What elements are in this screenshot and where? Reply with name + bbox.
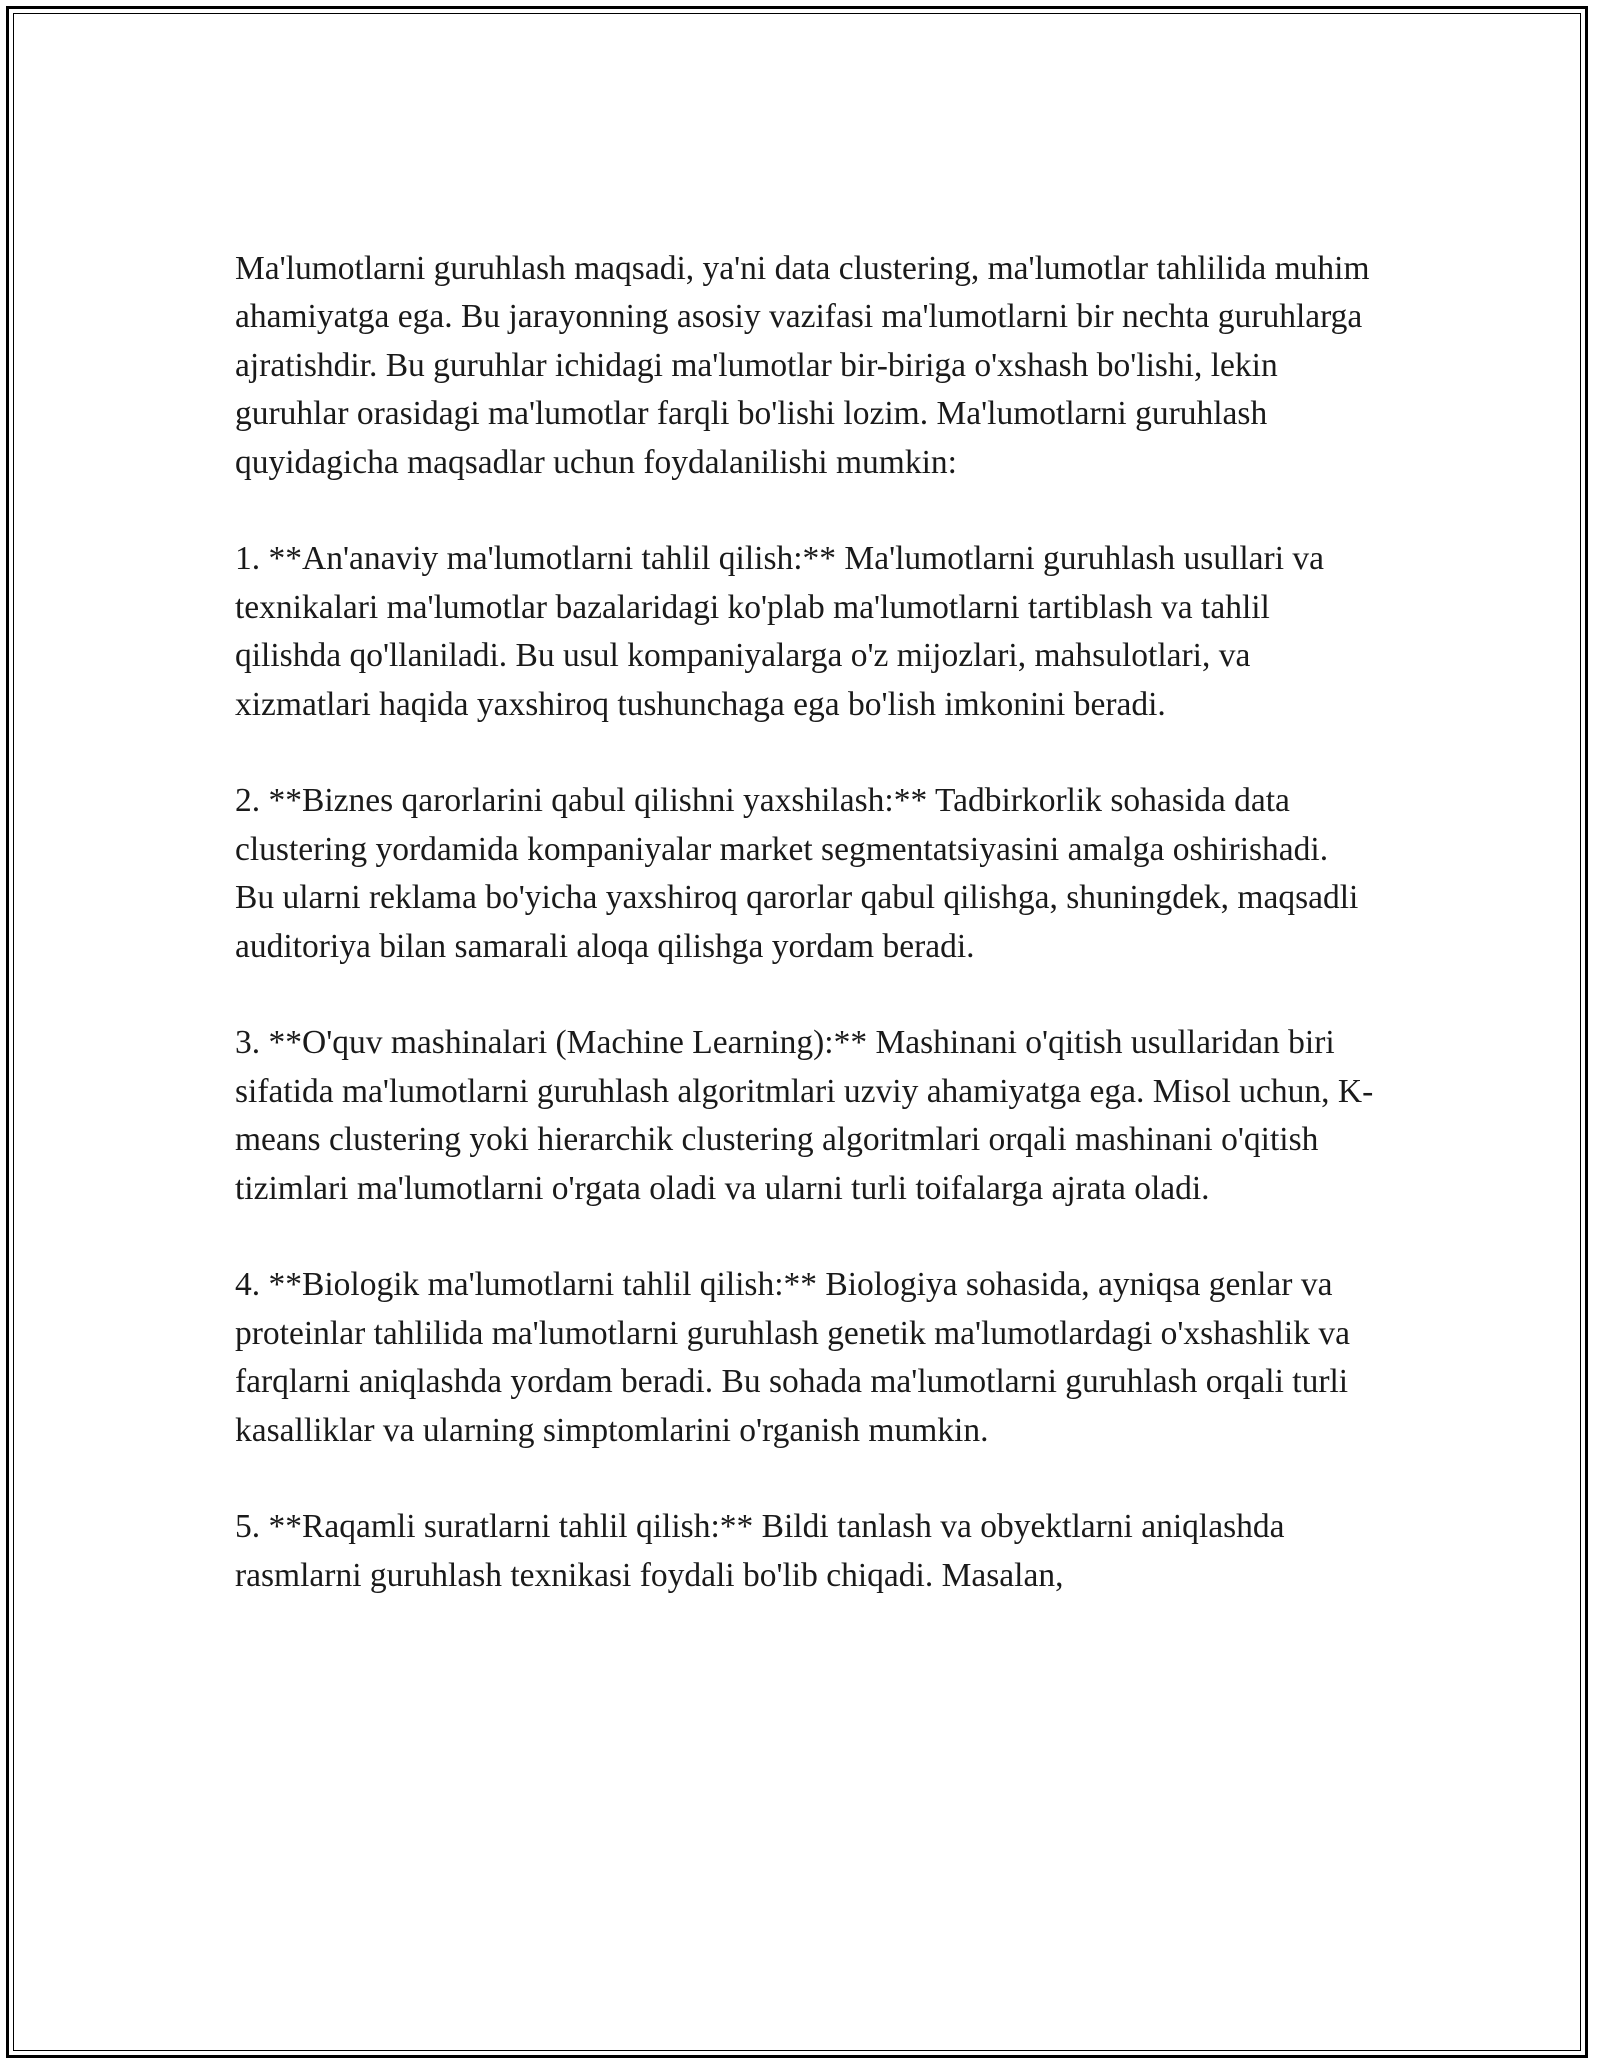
- document-body: [235, 245, 1375, 1600]
- list-item-5: 5. **Raqamli suratlarni tahlil qilish:** Bildi tanlash va obyektlarni aniqlashda rasmlarni guruhlash texnikasi foydali bo'lib chiqadi. Masalan,: [235, 1508, 1285, 1594]
- list-item-1: 1. **An'anaviy ma'lumotlarni tahlil qilish:** Ma'lumotlarni guruhlash usullari va texnikalari ma'lumotlar bazalaridagi ko'plab ma'lumotlarni tartiblash va tahlil qilishda qo'llaniladi. Bu usul kompaniyalarga o'z mijozlari, mahsulotlari, va xizmatlari haqida yaxshiroq tushunchaga ega bo'lish imkonini beradi.: [235, 540, 1325, 723]
- list-item-4: 4. **Biologik ma'lumotlarni tahlil qilish:** Biologiya sohasida, ayniqsa genlar va proteinlar tahlilida ma'lumotlarni guruhlash genetik ma'lumotlardagi o'xshashlik va farqlarni aniqlashda yordam beradi. Bu sohada ma'lumotlarni guruhlash orqali turli kasalliklar va ularning simptomlarini o'rganish mumkin.: [235, 1266, 1350, 1449]
- list-item-3: 3. **O'quv mashinalari (Machine Learning):** Mashinani o'qitish usullaridan biri sifatida ma'lumotlarni guruhlash algoritmlari uzviy ahamiyatga ega. Misol uchun, K-means clustering yoki hierarchik clustering algoritmlari orqali mashinani o'qitish tizimlari ma'lumotlarni o'rgata oladi va ularni turli toifalarga ajrata oladi.: [235, 1024, 1374, 1207]
- list-item-2: 2. **Biznes qarorlarini qabul qilishni yaxshilash:** Tadbirkorlik sohasida data clustering yordamida kompaniyalar market segmentatsiyasini amalga oshirishadi. Bu ularni reklama bo'yicha yaxshiroq qarorlar qabul qilishga, shuningdek, maqsadli auditoriya bilan samarali aloqa qilishga yordam beradi.: [235, 782, 1359, 965]
- intro-paragraph: Ma'lumotlarni guruhlash maqsadi, ya'ni data clustering, ma'lumotlar tahlilida muhim ahamiyatga ega. Bu jarayonning asosiy vazifasi ma'lumotlarni bir nechta guruhlarga ajratishdir. Bu guruhlar ichidagi ma'lumotlar bir-biriga o'xshash bo'lishi, lekin guruhlar orasidagi ma'lumotlar farqli bo'lishi lozim. Ma'lumotlarni guruhlash quyidagicha maqsadlar uchun foydalanilishi mumkin:: [235, 250, 1370, 481]
